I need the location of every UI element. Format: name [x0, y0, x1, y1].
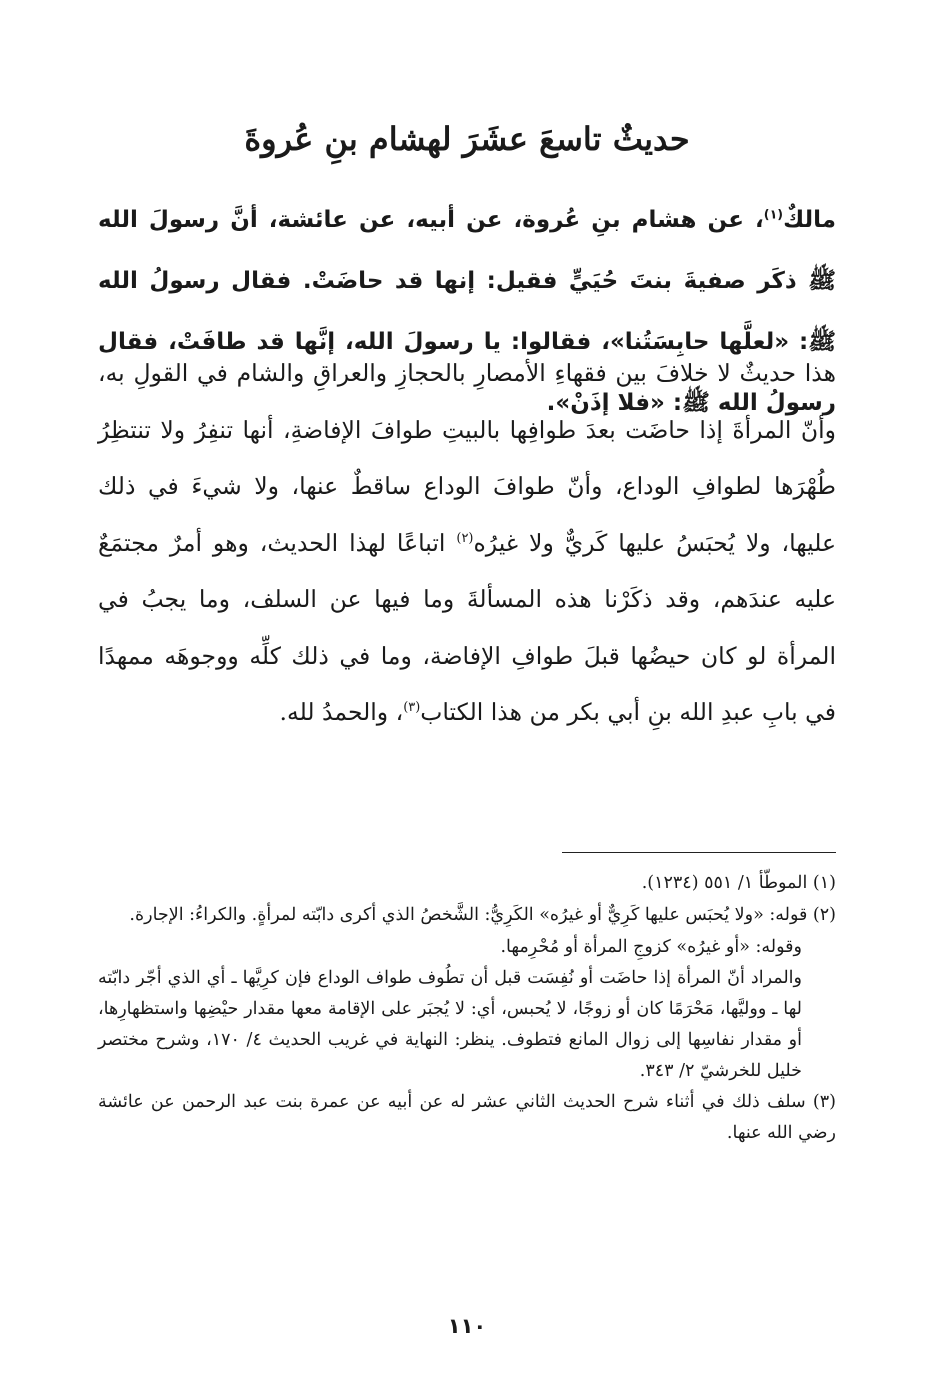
commentary-part-1: هذا حديثٌ لا خلافَ بين فقهاءِ الأمصارِ بالحجازِ والعراقِ والشام في القولِ به، وأنّ المرأةَ إذا حاضَت بعدَ طوافِها بالبيتِ طوافَ الإفاضةِ، أنها تنفِرُ ولا تنتظِرُ طُهْرَها لطوافِ الوداع، وأنّ طوافَ الوداع ساقطٌ عنها، ولا شيءَ في ذلك عليها، ولا يُحبَسُ عليها كَريٌّ ولا غيرُه: [98, 359, 836, 557]
footnote-2-continuation-1: وقوله: «أو غيرُه» كزوجِ المرأة أو مُحْرِمها.: [500, 937, 802, 957]
footnote-1: (١) الموطّأ ١/ ٥٥١ (١٢٣٤).: [641, 873, 836, 893]
footnote-ref-1[interactable]: (١): [763, 206, 784, 222]
hadith-narrator: مالكٌ: [783, 207, 836, 233]
footnotes: [98, 868, 836, 1150]
footnote-ref-2[interactable]: (٢): [456, 530, 474, 546]
chapter-heading: حديثٌ تاسعَ عشَرَ لهشام بنِ عُروةَ: [244, 120, 690, 158]
page-number: ١١٠: [447, 1314, 487, 1338]
commentary-paragraph: [98, 345, 836, 741]
commentary-part-2: اتباعًا لهذا الحديث، وهو أمرٌ مجتمَعٌ عليه عندَهم، وقد ذكَرْنا هذه المسألةَ وما فيها عن السلف، وما يجبُ في المرأة لو كان حيضُها قبلَ طوافِ الإفاضة، وما في ذلك كلِّه ووجوهَه ممهدًا في بابِ عبدِ الله بنِ أبي بكر من هذا الكتاب: [98, 528, 836, 726]
footnote-3: (٣) سلف ذلك في أثناء شرح الحديث الثاني عشر له عن أبيه عن عمرة بنت عبد الرحمن عن عائشة رضي الله عنها.: [98, 1092, 836, 1143]
footnote-2-continuation-2: والمراد أنّ المرأة إذا حاضَت أو نُفِسَت قبل أن تطُوف طواف الوداع فإن كرِيَّها ـ أي الذي أجّر دابّته لها ـ ووليَّها، مَحْرَمًا كان أو زوجًا، لا يُحبس، أي: لا يُجبَر على الإقامة معها مقدار حيْضِها واستظهارِها، أو مقدار نفاسِها إلى زوال المانع فتطوف. ينظر: النهاية في غريب الحديث ٤/ ١٧٠، وشرح مختصر خليل للخرشيّ ٢/ ٣٤٣.: [98, 968, 802, 1081]
hadith-body: ، عن هشام بنِ عُروة، عن أبيه، عن عائشة، أنَّ رسولَ الله ﷺ ذكَر صفيةَ بنتَ حُيَيٍّ فقيل: إنها قد حاضَتْ. فقال رسولُ الله ﷺ: «لعلَّها حابِسَتُنا»، فقالوا: يا رسولَ الله، إنَّها قد طافَتْ، فقال رسولُ الله ﷺ: «فلا إذَنْ».: [98, 207, 836, 416]
footnote-2: (٢) قوله: «ولا يُحبَس عليها كَرِيٌّ أو غيرُه» الكَرِيُّ: الشَّخصُ الذي أكرى دابّته لمرأةٍ. والكراءُ: الإجارة.: [129, 905, 836, 925]
footnote-ref-3[interactable]: (٣): [403, 700, 421, 716]
footnote-divider: [562, 852, 836, 853]
commentary-part-3: ، والحمدُ لله.: [279, 698, 404, 726]
